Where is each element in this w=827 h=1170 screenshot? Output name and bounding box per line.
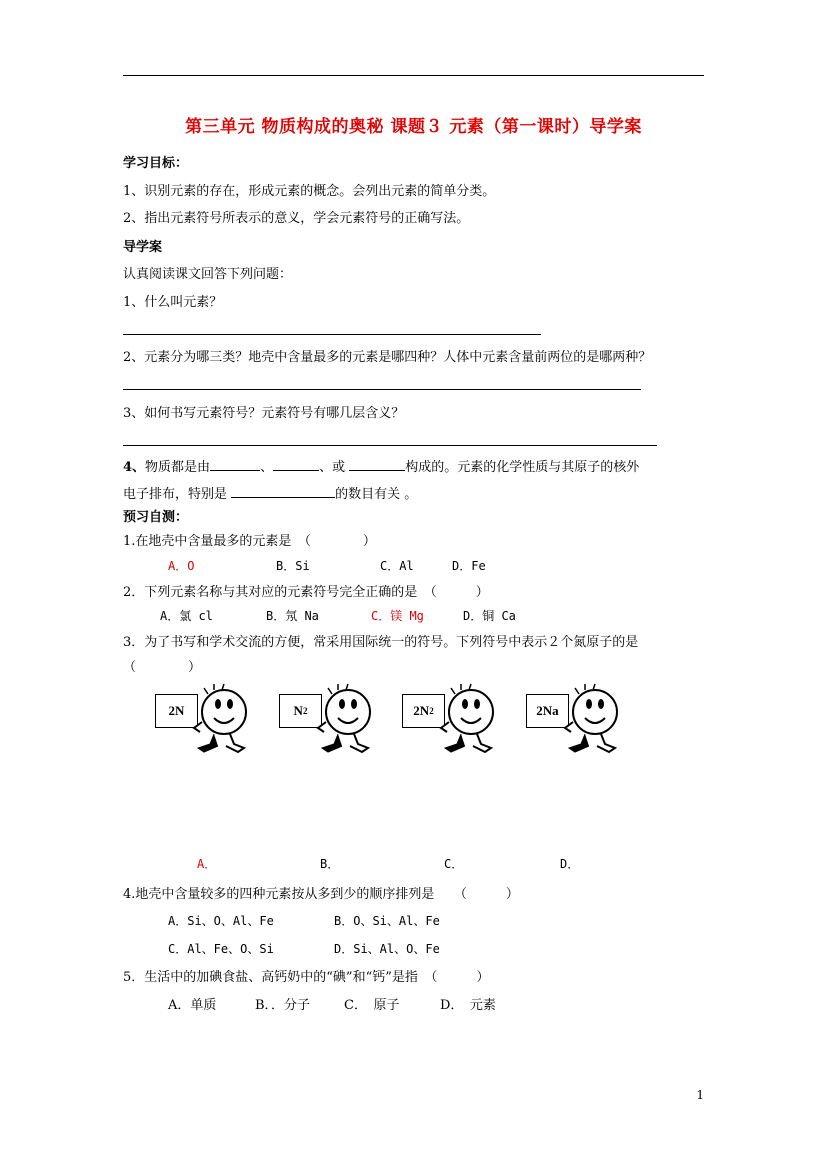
separator-2: 、或 [319, 460, 350, 475]
symbol-a-main: 2N [168, 703, 185, 718]
q3-paren: （ ） [123, 660, 202, 675]
answer-line-1 [123, 334, 541, 335]
fill-blank-4[interactable] [231, 483, 335, 498]
guide-intro: 认真阅读课文回答下列问题： [123, 267, 293, 282]
q5-option-d: D． 元素 [440, 998, 496, 1013]
cartoon-figure-b-icon [314, 682, 376, 754]
answer-line-2 [123, 389, 641, 390]
symbol-b-main: N [293, 703, 303, 718]
cartoon-figure-a-icon [190, 682, 252, 754]
q3-option-d: D． [560, 857, 580, 871]
symbol-b-sub: 2 [302, 706, 308, 716]
guide-question-4-part-3: 电子排布，特别是 [123, 487, 232, 502]
objective-2: 2、指出元素符号所表示的意义，学会元素符号的正确写法。 [123, 211, 470, 226]
guide-question-1: 1、什么叫元素？ [123, 295, 223, 310]
q4-stem: 4.地壳中含量较多的四种元素按从多到少的顺序排列是 （ ） [123, 887, 519, 902]
q5-option-a: A．单质 [168, 998, 217, 1013]
guide-question-3: 3、如何书写元素符号？元素符号有哪几层含义？ [123, 406, 405, 421]
q3-option-a: A． [197, 857, 217, 871]
guide-question-2: 2、元素分为哪三类？地壳中含量最多的元素是哪四种？人体中元素含量前两位的是哪两种？ [123, 350, 652, 365]
guide-question-4-number: 4、 [123, 460, 146, 475]
symbol-c-sub: 2 [429, 706, 434, 716]
answer-line-3 [123, 445, 657, 446]
q2-stem: 2．下列元素名称与其对应的元素符号完全正确的是 （ ） [123, 585, 489, 600]
q3-option-c: C． [444, 857, 464, 871]
q1-stem: 1.在地壳中含量最多的元素是 （ ） [123, 534, 376, 549]
q4-option-d: D．Si、Al、O、Fe [334, 942, 440, 956]
page-number: 1 [696, 1088, 704, 1102]
separator-1: 、 [260, 460, 274, 475]
cartoon-figure-d-icon [561, 682, 623, 754]
fill-blank-1[interactable] [210, 456, 260, 471]
page-title: 第三单元 物质构成的奥秘 课题３ 元素（第一课时）导学案 [185, 117, 642, 137]
guide-question-4-part-4: 的数目有关 。 [335, 487, 418, 502]
q5-option-c: C． 原子 [344, 998, 400, 1013]
q5-option-b: B．．分子 [255, 998, 311, 1013]
q1-option-a: A．O [168, 559, 195, 573]
test-heading: 预习自测： [123, 510, 189, 525]
guide-heading: 导学案 [123, 240, 163, 255]
fill-blank-3[interactable] [349, 456, 405, 471]
objectives-heading: 学习目标： [123, 156, 189, 171]
header-rule [123, 75, 704, 76]
objective-1: 1、识别元素的存在，形成元素的概念。会列出元素的简单分类。 [123, 184, 496, 199]
q2-option-d: D．铜 Ca [463, 609, 516, 623]
q3-stem: 3．为了书写和学术交流的方便，常采用国际统一的符号。下列符号中表示２个氮原子的是 [123, 635, 639, 650]
guide-question-4-line-2 [123, 483, 417, 502]
q3-option-b: B． [320, 857, 340, 871]
guide-question-4-part-2: 构成的。元素的化学性质与其原子的核外 [405, 460, 640, 475]
symbol-c-main: 2N [413, 703, 430, 718]
q4-option-b: B．O、Si、Al、Fe [334, 914, 440, 928]
q1-option-b: B．Si [276, 559, 310, 573]
q2-option-a: A．氯 cl [160, 609, 213, 623]
guide-question-4-line-1 [123, 456, 639, 475]
symbol-d-main: 2Na [536, 703, 559, 718]
q2-option-c: C．镁 Mg [371, 609, 424, 623]
fill-blank-2[interactable] [273, 456, 319, 471]
q4-option-c: C．Al、Fe、O、Si [168, 942, 274, 956]
q4-option-a: A．Si、O、Al、Fe [168, 914, 274, 928]
q5-stem: 5．生活中的加碘食盐、高钙奶中的“碘”和“钙”是指 （ ） [123, 970, 490, 985]
q1-option-c: C．Al [380, 559, 414, 573]
q1-option-d: D．Fe [452, 559, 486, 573]
q2-option-b: B．氖 Na [266, 609, 319, 623]
cartoon-figure-c-icon [437, 682, 499, 754]
guide-question-4-part-1: 物质都是由 [145, 460, 211, 475]
